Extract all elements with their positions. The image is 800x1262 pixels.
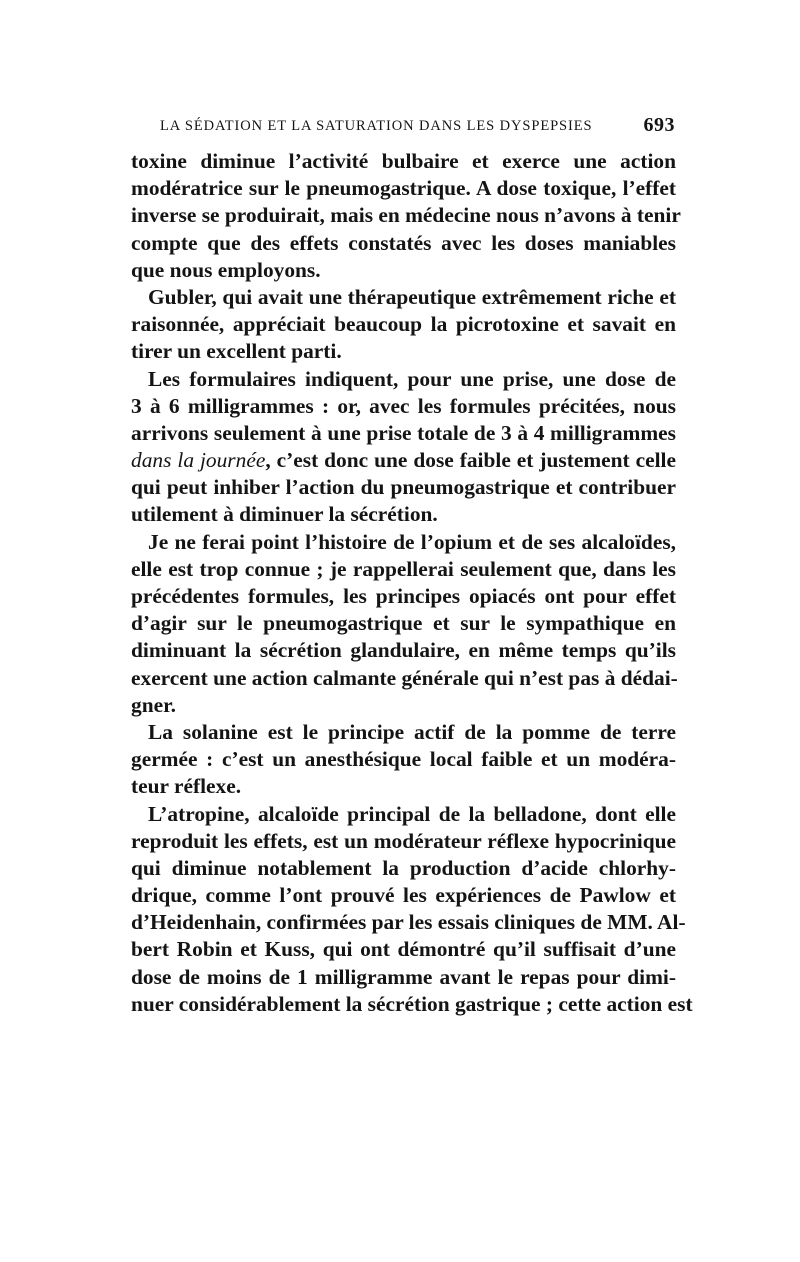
text-line: compte que des effets constatés avec les doses maniables bbox=[131, 230, 676, 255]
text-line: précédentes formules, les principes opiacés ont pour effet bbox=[131, 584, 676, 608]
text-line: qui diminue notablement la production d’acide chlorhy- bbox=[131, 855, 676, 880]
page-number: 693 bbox=[643, 114, 675, 136]
text-line: diminuant la sécrétion glandulaire, en même temps qu’ils bbox=[131, 638, 676, 663]
text-line: La solanine est le principe actif de la pomme de terre bbox=[148, 719, 676, 744]
text-line: Gubler, qui avait une thérapeutique extrêmement riche et bbox=[148, 284, 676, 309]
text-line: toxine diminue l’activité bulbaire et exerce une action bbox=[131, 149, 676, 173]
text-line: d’Heidenhain, confirmées par les essais cliniques de MM. Al- bbox=[131, 910, 686, 935]
body-text bbox=[131, 148, 693, 1018]
text-line: germée : c’est un anesthésique local faible et un modéra- bbox=[131, 747, 676, 772]
italic-phrase: dans la journée bbox=[131, 448, 266, 473]
text-line: utilement à diminuer la sécrétion. bbox=[131, 502, 438, 527]
text-line: que nous employons. bbox=[131, 257, 321, 282]
text-line: d’agir sur le pneumogastrique et sur le sympathique en bbox=[131, 611, 676, 636]
text-line: nuer considérablement la sécrétion gastrique ; cette action est bbox=[131, 991, 693, 1016]
text-line: L’atropine, alcaloïde principal de la belladone, dont elle bbox=[148, 801, 676, 826]
text-line: drique, comme l’ont prouvé les expériences de Pawlow et bbox=[131, 883, 676, 908]
text-line: inverse se produirait, mais en médecine nous n’avons à tenir bbox=[131, 203, 681, 228]
text-line: reproduit les effets, est un modérateur réflexe hypocrinique bbox=[131, 828, 676, 853]
running-title: LA SÉDATION ET LA SATURATION DANS LES DYSPEPSIES bbox=[160, 118, 593, 134]
text-line: 3 à 6 milligrammes : or, avec les formules précitées, nous bbox=[131, 393, 676, 418]
text-line: gner. bbox=[131, 692, 176, 717]
text-line: arrivons seulement à une prise totale de 3 à 4 milligrammes bbox=[131, 420, 676, 445]
text-line: dose de moins de 1 milligramme avant le repas pour dimi- bbox=[131, 964, 676, 989]
text-line: elle est trop connue ; je rappellerai seulement que, dans les bbox=[131, 556, 676, 581]
text-line: modératrice sur le pneumogastrique. A dose toxique, l’effet bbox=[131, 176, 676, 201]
text-line: tirer un excellent parti. bbox=[131, 339, 342, 364]
text-line: qui peut inhiber l’action du pneumogastrique et contribuer bbox=[131, 475, 676, 500]
text-span: , c’est donc une dose faible et justement celle bbox=[265, 448, 676, 473]
text-line: Les formulaires indiquent, pour une prise, une dose de bbox=[148, 366, 676, 391]
text-line: Je ne ferai point l’histoire de l’opium et de ses alcaloïdes, bbox=[148, 529, 676, 554]
text-line: bert Robin et Kuss, qui ont démontré qu’il suffisait d’une bbox=[131, 937, 676, 962]
text-line: raisonnée, appréciait beaucoup la picrotoxine et savait en bbox=[131, 312, 676, 337]
page-header bbox=[160, 114, 675, 140]
text-line: teur réflexe. bbox=[131, 774, 242, 799]
text-line: exercent une action calmante générale qui n’est pas à dédai- bbox=[131, 665, 678, 690]
text-line-with-italic bbox=[131, 447, 676, 474]
